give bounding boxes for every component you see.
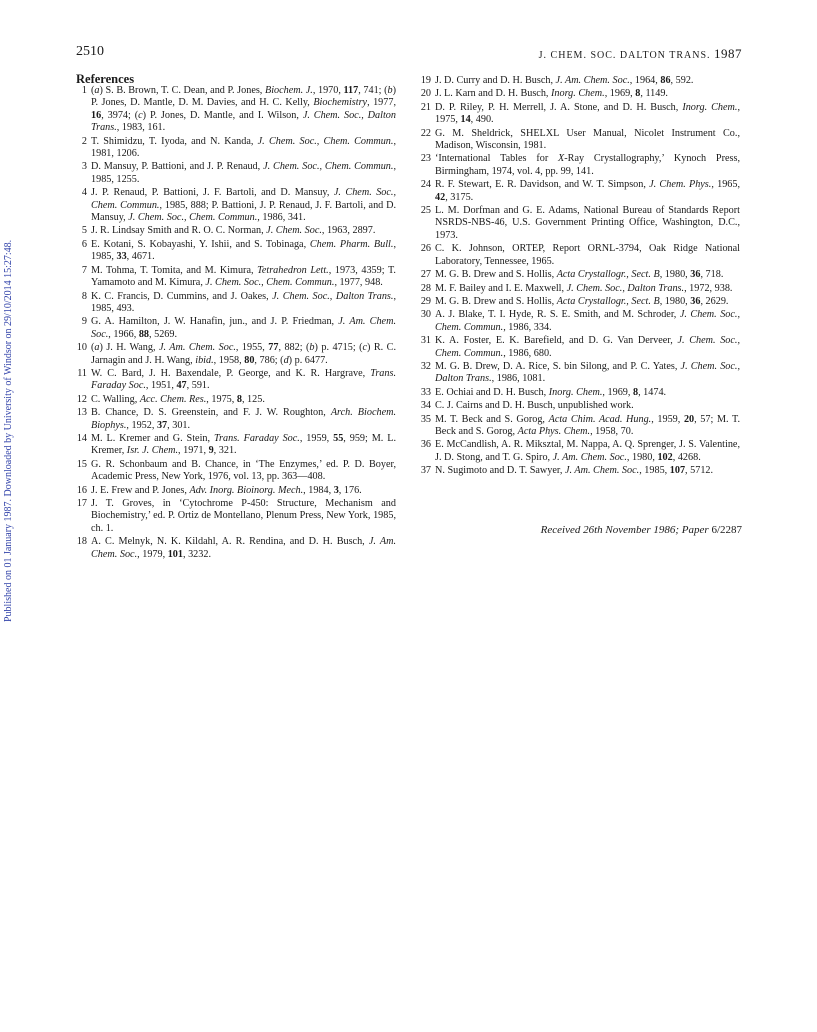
reference-item: [420, 88, 740, 100]
download-watermark-text: Published on 01 January 1987. Downloaded by University of Windsor on 29/10/2014 15:27:48.: [3, 239, 14, 622]
reference-number: 22: [420, 127, 431, 139]
reference-text: D. P. Riley, P. H. Merrell, J. A. Stone, and D. H. Busch, Inorg. Chem., 1975, 14, 490.: [435, 101, 740, 126]
reference-number: 25: [420, 205, 431, 217]
reference-number: 10: [76, 342, 87, 354]
reference-number: 15: [76, 458, 87, 470]
reference-item: [420, 439, 740, 464]
reference-item: [420, 153, 740, 178]
reference-number: 28: [420, 282, 431, 294]
reference-number: 2: [81, 135, 87, 147]
reference-text: E. Kotani, S. Kobayashi, Y. Ishii, and S. Tobinaga, Chem. Pharm. Bull., 1985, 33, 4671.: [91, 238, 396, 263]
reference-number: 16: [76, 484, 87, 496]
reference-number: 12: [76, 393, 87, 405]
reference-item: [76, 433, 396, 458]
reference-text: M. L. Kremer and G. Stein, Trans. Faraday Soc., 1959, 55, 959; M. L. Kremer, Isr. J. Chem., 1971, 9, 321.: [91, 432, 397, 457]
reference-item: [76, 239, 396, 264]
reference-item: [76, 265, 396, 290]
reference-item: [420, 269, 740, 281]
reference-text: C. Walling, Acc. Chem. Res., 1975, 8, 125.: [91, 393, 265, 405]
reference-text: W. C. Bard, J. H. Baxendale, P. George, and K. R. Hargrave, Trans. Faraday Soc., 1951, 47, 591.: [91, 367, 396, 392]
reference-text: J. E. Frew and P. Jones, Adv. Inorg. Bioinorg. Mech., 1984, 3, 176.: [91, 484, 362, 496]
reference-number: 6: [81, 238, 87, 250]
reference-item: [76, 498, 396, 535]
reference-text: ‘International Tables for X-Ray Crystallography,’ Kynoch Press, Birmingham, 1974, vol. 4, pp. 99, 141.: [435, 153, 740, 177]
reference-item: [420, 102, 740, 127]
page-number: 2510: [76, 44, 104, 59]
reference-text: M. G. B. Drew, D. A. Rice, S. bin Silong, and P. C. Yates, J. Chem. Soc., Dalton Trans., 1986, 1081.: [435, 360, 740, 385]
reference-number: 18: [76, 536, 87, 548]
references-column-right: [420, 75, 740, 479]
reference-number: 1: [81, 85, 87, 96]
reference-text: (a) S. B. Brown, T. C. Dean, and P. Jones, Biochem. J., 1970, 117, 741; (b) P. Jones, D. Mantle, D. M. Davies, and H. C. Kelly, Biochemistry, 1977, 16, 3974; (c) P. Jones, D. Mantle, and I. Wilson, J. Chem. Soc., Dalton Trans., 1983, 161.: [91, 85, 397, 134]
reference-number: 32: [420, 360, 431, 372]
reference-item: [420, 128, 740, 153]
reference-item: [76, 291, 396, 316]
reference-text: A. J. Blake, T. I. Hyde, R. S. E. Smith, and M. Schroder, J. Chem. Soc., Chem. Commun., 1986, 334.: [435, 309, 740, 333]
reference-item: [76, 85, 396, 135]
reference-text: K. A. Foster, E. K. Barefield, and D. G. Van Derveer, J. Chem. Soc., Chem. Commun., 1986, 680.: [435, 335, 740, 359]
reference-item: [76, 459, 396, 484]
reference-number: 23: [420, 153, 431, 165]
reference-text: D. Mansuy, P. Battioni, and J. P. Renaud, J. Chem. Soc., Chem. Commun., 1985, 1255.: [91, 161, 396, 185]
reference-item: [420, 414, 740, 439]
reference-item: [76, 407, 396, 432]
reference-item: [420, 465, 740, 477]
reference-number: 14: [76, 432, 87, 444]
reference-text: A. C. Melnyk, N. K. Kildahl, A. R. Rendina, and D. H. Busch, J. Am. Chem. Soc., 1979, 101, 3232.: [91, 536, 397, 560]
reference-text: E. McCandlish, A. R. Miksztal, M. Nappa, A. Q. Sprenger, J. S. Valentine, J. D. Stong, and T. G. Spiro, J. Am. Chem. Soc., 1980, 102, 4268.: [435, 439, 740, 463]
reference-item: [420, 387, 740, 399]
reference-text: G. R. Schonbaum and B. Chance, in ‘The Enzymes,’ ed. P. D. Boyer, Academic Press, New York, 1976, vol. 13, pp. 363—408.: [91, 458, 396, 483]
reference-text: M. F. Bailey and I. E. Maxwell, J. Chem. Soc., Dalton Trans., 1972, 938.: [435, 282, 733, 294]
reference-item: [76, 485, 396, 497]
reference-text: J. D. Curry and D. H. Busch, J. Am. Chem. Soc., 1964, 86, 592.: [435, 75, 694, 86]
journal-year: 1987: [714, 46, 742, 61]
reference-item: [76, 342, 396, 367]
reference-item: [420, 361, 740, 386]
reference-number: 7: [81, 264, 87, 276]
reference-text: B. Chance, D. S. Greenstein, and F. J. W. Roughton, Arch. Biochem. Biophys., 1952, 37, 301.: [91, 407, 396, 431]
reference-text: L. M. Dorfman and G. E. Adams, National Bureau of Standards Report NSRDS-NBS-46, U.S. Government Printing Office, Washington, D.C., 1973.: [435, 205, 740, 241]
references-column-left: [76, 85, 396, 562]
reference-number: 31: [420, 335, 431, 347]
reference-item: [76, 394, 396, 406]
reference-number: 17: [76, 498, 87, 509]
reference-text: (a) J. H. Wang, J. Am. Chem. Soc., 1955, 77, 882; (b) p. 4715; (c) R. C. Jarnagin and J. H. Wang, ibid., 1958, 80, 786; (d) p. 6477.: [91, 342, 397, 366]
journal-title: J. CHEM. SOC. DALTON TRANS.: [538, 50, 711, 61]
reference-number: 21: [420, 101, 431, 113]
reference-text: K. C. Francis, D. Cummins, and J. Oakes, J. Chem. Soc., Dalton Trans., 1985, 493.: [91, 290, 396, 314]
paper-number: 6/2287: [711, 524, 742, 536]
reference-number: 37: [420, 465, 431, 477]
reference-number: 20: [420, 88, 431, 100]
reference-item: [420, 283, 740, 295]
received-date: Received 26th November 1986;: [540, 524, 682, 536]
reference-text: N. Sugimoto and D. T. Sawyer, J. Am. Chem. Soc., 1985, 107, 5712.: [435, 465, 714, 477]
reference-text: M. G. B. Drew and S. Hollis, Acta Crystallogr., Sect. B, 1980, 36, 718.: [435, 269, 724, 281]
reference-item: [420, 309, 740, 334]
reference-item: [76, 161, 396, 186]
reference-number: 30: [420, 309, 431, 321]
reference-text: M. T. Beck and S. Gorog, Acta Chim. Acad. Hung., 1959, 20, 57; M. T. Beck and S. Gorog, Acta Phys. Chem., 1958, 70.: [435, 413, 741, 437]
reference-number: 33: [420, 386, 431, 398]
reference-text: C. K. Johnson, ORTEP, Report ORNL-3794, Oak Ridge National Laboratory, Tennessee, 1965.: [435, 243, 740, 267]
reference-number: 24: [420, 179, 431, 191]
reference-number: 36: [420, 439, 431, 451]
reference-number: 5: [81, 225, 87, 237]
download-watermark: [2, 210, 18, 622]
reference-number: 3: [81, 161, 87, 173]
reference-number: 9: [81, 316, 87, 328]
reference-item: [76, 368, 396, 393]
reference-number: 35: [420, 413, 431, 425]
reference-text: C. J. Cairns and D. H. Busch, unpublished work.: [435, 400, 634, 412]
reference-text: G. A. Hamilton, J. W. Hanafin, jun., and J. P. Friedman, J. Am. Chem. Soc., 1966, 88, 5269.: [91, 316, 396, 340]
reference-item: [76, 136, 396, 161]
reference-text: J. T. Groves, in ‘Cytochrome P-450: Structure, Mechanism and Biochemistry,’ ed. P. Ortiz de Montellano, Plenum Press, New York, 1985, ch. 1.: [91, 498, 396, 534]
reference-text: G. M. Sheldrick, SHELXL User Manual, Nicolet Instrument Co., Madison, Wisconsin, 1981.: [435, 127, 740, 152]
reference-item: [76, 225, 396, 237]
reference-number: 13: [76, 407, 87, 419]
reference-item: [420, 75, 740, 87]
reference-text: R. F. Stewart, E. R. Davidson, and W. T. Simpson, J. Chem. Phys., 1965, 42, 3175.: [435, 179, 741, 203]
reference-item: [420, 335, 740, 360]
reference-item: [420, 243, 740, 268]
reference-text: J. R. Lindsay Smith and R. O. C. Norman, J. Chem. Soc., 1963, 2897.: [91, 225, 376, 237]
reference-number: 27: [420, 269, 431, 281]
reference-text: T. Shimidzu, T. Iyoda, and N. Kanda, J. Chem. Soc., Chem. Commun., 1981, 1206.: [91, 135, 396, 160]
reference-number: 29: [420, 295, 431, 307]
reference-number: 11: [77, 367, 87, 379]
paper-label: Paper: [681, 524, 709, 536]
reference-item: [420, 400, 740, 412]
reference-text: E. Ochiai and D. H. Busch, Inorg. Chem., 1969, 8, 1474.: [435, 386, 667, 398]
reference-item: [420, 179, 740, 204]
reference-text: J. P. Renaud, P. Battioni, J. F. Bartoli, and D. Mansuy, J. Chem. Soc., Chem. Commun., 1985, 888; P. Battioni, J. P. Renaud, J. F. Bartoli, and D. Mansuy, J. Chem. Soc., Chem. Commun., 1986, 341.: [91, 187, 397, 224]
reference-text: M. Tohma, T. Tomita, and M. Kimura, Tetrahedron Lett., 1973, 4359; T. Yamamoto and M. Kimura, J. Chem. Soc., Chem. Commun., 1977, 948.: [91, 264, 396, 289]
references-heading: References: [76, 72, 135, 86]
reference-number: 19: [420, 75, 431, 86]
reference-item: [76, 316, 396, 341]
reference-item: [420, 296, 740, 308]
running-header: [76, 44, 742, 60]
reference-number: 34: [420, 400, 431, 412]
reference-item: [76, 536, 396, 561]
reference-text: J. L. Karn and D. H. Busch, Inorg. Chem., 1969, 8, 1149.: [435, 88, 668, 100]
reference-number: 26: [420, 243, 431, 255]
reference-number: 8: [81, 290, 87, 302]
received-line: [541, 524, 742, 536]
journal-name: [539, 46, 742, 62]
reference-item: [420, 205, 740, 242]
reference-item: [76, 187, 396, 224]
reference-number: 4: [81, 187, 87, 199]
reference-text: M. G. B. Drew and S. Hollis, Acta Crystallogr., Sect. B, 1980, 36, 2629.: [435, 295, 729, 307]
